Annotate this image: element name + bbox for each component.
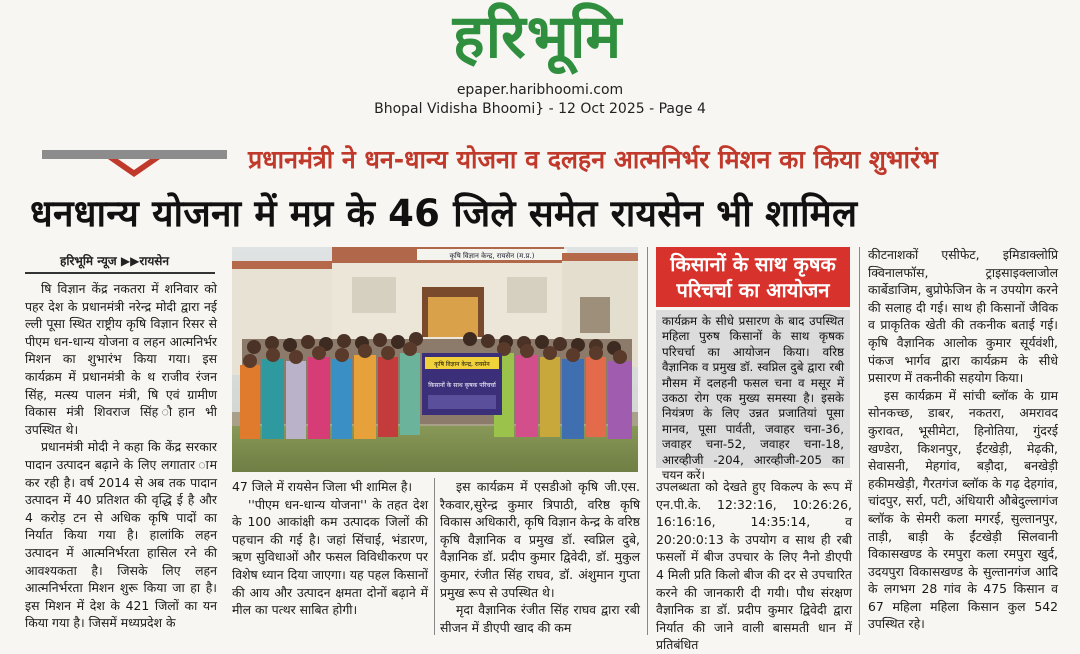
article-column-5: [868, 246, 1058, 635]
edition-line: Bhopal Vidisha Bhoomi} - 12 Oct 2025 - Page 4: [374, 101, 706, 117]
kicker-bar: [42, 150, 227, 159]
article-column-4: [656, 478, 852, 653]
chevron-inner: [118, 159, 150, 170]
byline: हरिभूमि न्यूज ▶▶रायसेन: [60, 254, 170, 268]
banner-line-1: कृषि विज्ञान केन्द्र, रायसेन: [434, 361, 490, 368]
paragraph: षि विज्ञान केंद्र नकतरा में शनिवार को पहर देश के प्रधानमंत्री नरेन्द्र मोदी द्वारा नई ल्ली पूसा स्थित राष्ट्रीय कृषि विज्ञान रिसर से पीएम धन-धान्य योजना व लहन आत्मनिर्भर मिशन का शुभारंभ किया गया। इस कार्यक्रम में प्रधानमंत्री के थ राजीव रंजन सिंह, मत्स्य पालन मंत्री, षि एवं ग्रामीण विकास मंत्री शिवराज सिंह ौहान भी उपस्थित थे।: [25, 281, 217, 437]
sub-story-box: कार्यक्रम के सीधे प्रसारण के बाद उपस्थित महिला पुरुष किसानों के साथ कृषक परिचर्चा का आयोजन किया। वरिष्ठ वैज्ञानिक व प्रमुख डॉ. स्वप्निल दुबे द्वारा रबी मौसम में दलहनी फसल चना व मसूर में उकठा रोग एक मुख्य समस्या है। इसके नियंत्रण के लिए उन्नत प्रजातियां पूसा मानव, पूसा पार्वती, जवाहर चना-36, जवाहर चना-52, जवाहर चना-18, आरव्हीजी -204, आरव्हीजी-205 का चयन करें।: [656, 310, 850, 468]
newspaper-logo[interactable]: हरिभूमि: [452, 2, 623, 72]
sub-story-heading: [656, 247, 850, 307]
column-divider: [859, 247, 860, 635]
kicker-headline: प्रधानमंत्री ने धन-धान्य योजना व दलहन आत्मनिर्भर मिशन का किया शुभारंभ: [248, 145, 938, 174]
paragraph: प्रधानमंत्री मोदी ने कहा कि केंद्र सरकार पादान उत्पादन बढ़ाने के लिए लगातार ाम कर रही है। वर्ष 2014 से अब तक पादान उत्पादन में 40 प्रतिशत की वृद्धि ई है और 4 करोड़ टन से अधिक कृषि पादों का निर्यात किया गया है। हालांकि लहन उत्पादन में आत्मनिर्भरता हासिल रने की आवश्यकता है। जिसके लिए लहन आत्मनिर्भरता मिशन शुरू किया जा हा है। इस मिशन में देश के 421 जिलों का यन किया गया है। जिसमें मध्यप्रदेश के: [25, 439, 217, 631]
byline-rule: [25, 272, 215, 274]
article-column-3: [440, 478, 640, 635]
masthead: [0, 0, 1080, 122]
banner-line-2: किसानों के साथ कृषक परिचर्चा: [428, 382, 496, 389]
paragraph: मृदा वैज्ञानिक रंजीत सिंह राघव द्वारा रबी सीजन में डीएपी खाद की कम: [440, 602, 640, 635]
paragraph: कीटनाशकों एसीफेट, इमिडाक्लोप्रि क्विनालफॉस, ट्राइसाइक्लाजोल कार्बेडाजिम, बुप्रोफेजिन के न उपयोग करने की सलाह दी गई। साथ ही किसानों जैविक व प्राकृतिक खेती की तकनीक बताई गई। कृषि वैज्ञानिक आलोक कुमार सूर्यवंशी, पंकज भार्गव द्वारा कार्यक्रम के सीधे प्रसारण में तकनीकी सहयोग किया।: [868, 247, 1058, 386]
paragraph: इस कार्यक्रम में सांची ब्लॉक के ग्राम सोनकच्छ, डाबर, नकतरा, अमरावद कुरावत, भूसीमेटा, हिनोतिया, गुंदरई खण्डेरा, किशनपुर, ईंटखेड़ी, मेढ़की, सेवासनी, मेहगांव, बड़ौदा, बनखेड़ी हकीमखेड़ी, गैरतगंज ब्लॉक के गढ़ देहगांव, चांदपुर, सर्रा, पटी, अंधियारी औबेदुल्लागंज ब्लॉक के सेमरी कला मगरई, सुल्तानपुर, ताड़ी, बाड़ी के ईंटखेड़ी सिलवानी विकासखण्ड के रमपुरा कला रमपुरा खुर्द, उदयपुरा विकासखण्ड के सुल्तानगंज आदि के लगभग 28 गांव के 475 किसान व 67 महिला महिला किसान कुल 542 उपस्थित रहे।: [868, 387, 1058, 632]
sub-story-heading-line-2: परिचर्चा का आयोजन: [676, 278, 830, 302]
site-url[interactable]: epaper.haribhoomi.com: [456, 82, 624, 98]
paragraph: ''पीएम धन-धान्य योजना'' के तहत देश के 100 आकांक्षी कम उत्पादक जिलों की पहचान की गई है। जहां सिंचाई, भंडारण, ऋण सुविधाओं और फसल विविधीकरण पर विशेष ध्यान दिया जाएगा। यह पहल किसानों की आय और उत्पादन क्षमता दोनों बढ़ाने में मील का पत्थर साबित होगी।: [232, 496, 428, 618]
column-divider: [434, 478, 435, 635]
sub-story-heading-line-1: किसानों के साथ कृषक: [670, 252, 836, 276]
column-divider: [647, 247, 648, 635]
paragraph: उपलब्धता को देखते हुए विकल्प के रूप में एन.पी.के. 12:32:16, 10:26:26, 16:16:16, 14:35:14, व 20:20:0:13 के उपयोग व साथ ही रबी फसलों में बीज उपचार के लिए नैनो डीएपी 4 मिली प्रति किलो बीज की दर से उपचारित करने की जानकारी दी गयी। पौध संरक्षण वैज्ञानिक डा डॉ. प्रदीप कुमार द्विवेदी द्वारा निर्यात की जाने वाली बासमती धान में प्रतिबंधित: [656, 479, 852, 653]
paragraph: 47 जिले में रायसेन जिला भी शामिल है।: [232, 479, 413, 494]
paragraph: इस कार्यक्रम में एसडीओ कृषि जी.एस. रैकवार,सुरेन्द्र कुमार त्रिपाठी, वरिष्ठ कृषि विकास अधिकारी, कृषि विज्ञान केन्द्र के वरिष्ठ कृषि वैज्ञानिक व प्रमुख डॉ. स्वप्निल दुबे, वैज्ञानिक डॉ. प्रदीप कुमार द्विवेदी, डॉ. मुकुल कुमार, रंजीत सिंह राघव, डॉ. अंशुमान गुप्ता प्रमुख रूप से उपस्थित थे।: [440, 479, 640, 600]
article-column-2: [232, 478, 428, 635]
article-column-1: [25, 280, 217, 635]
photo-illustration: [232, 247, 638, 472]
main-headline: धनधान्य योजना में मप्र के 46 जिले समेत रायसेन भी शामिल: [30, 192, 858, 235]
building-sign: कृषि विज्ञान केन्द्र, रायसेन (म.प्र.): [449, 252, 535, 260]
news-photo[interactable]: [232, 247, 638, 472]
